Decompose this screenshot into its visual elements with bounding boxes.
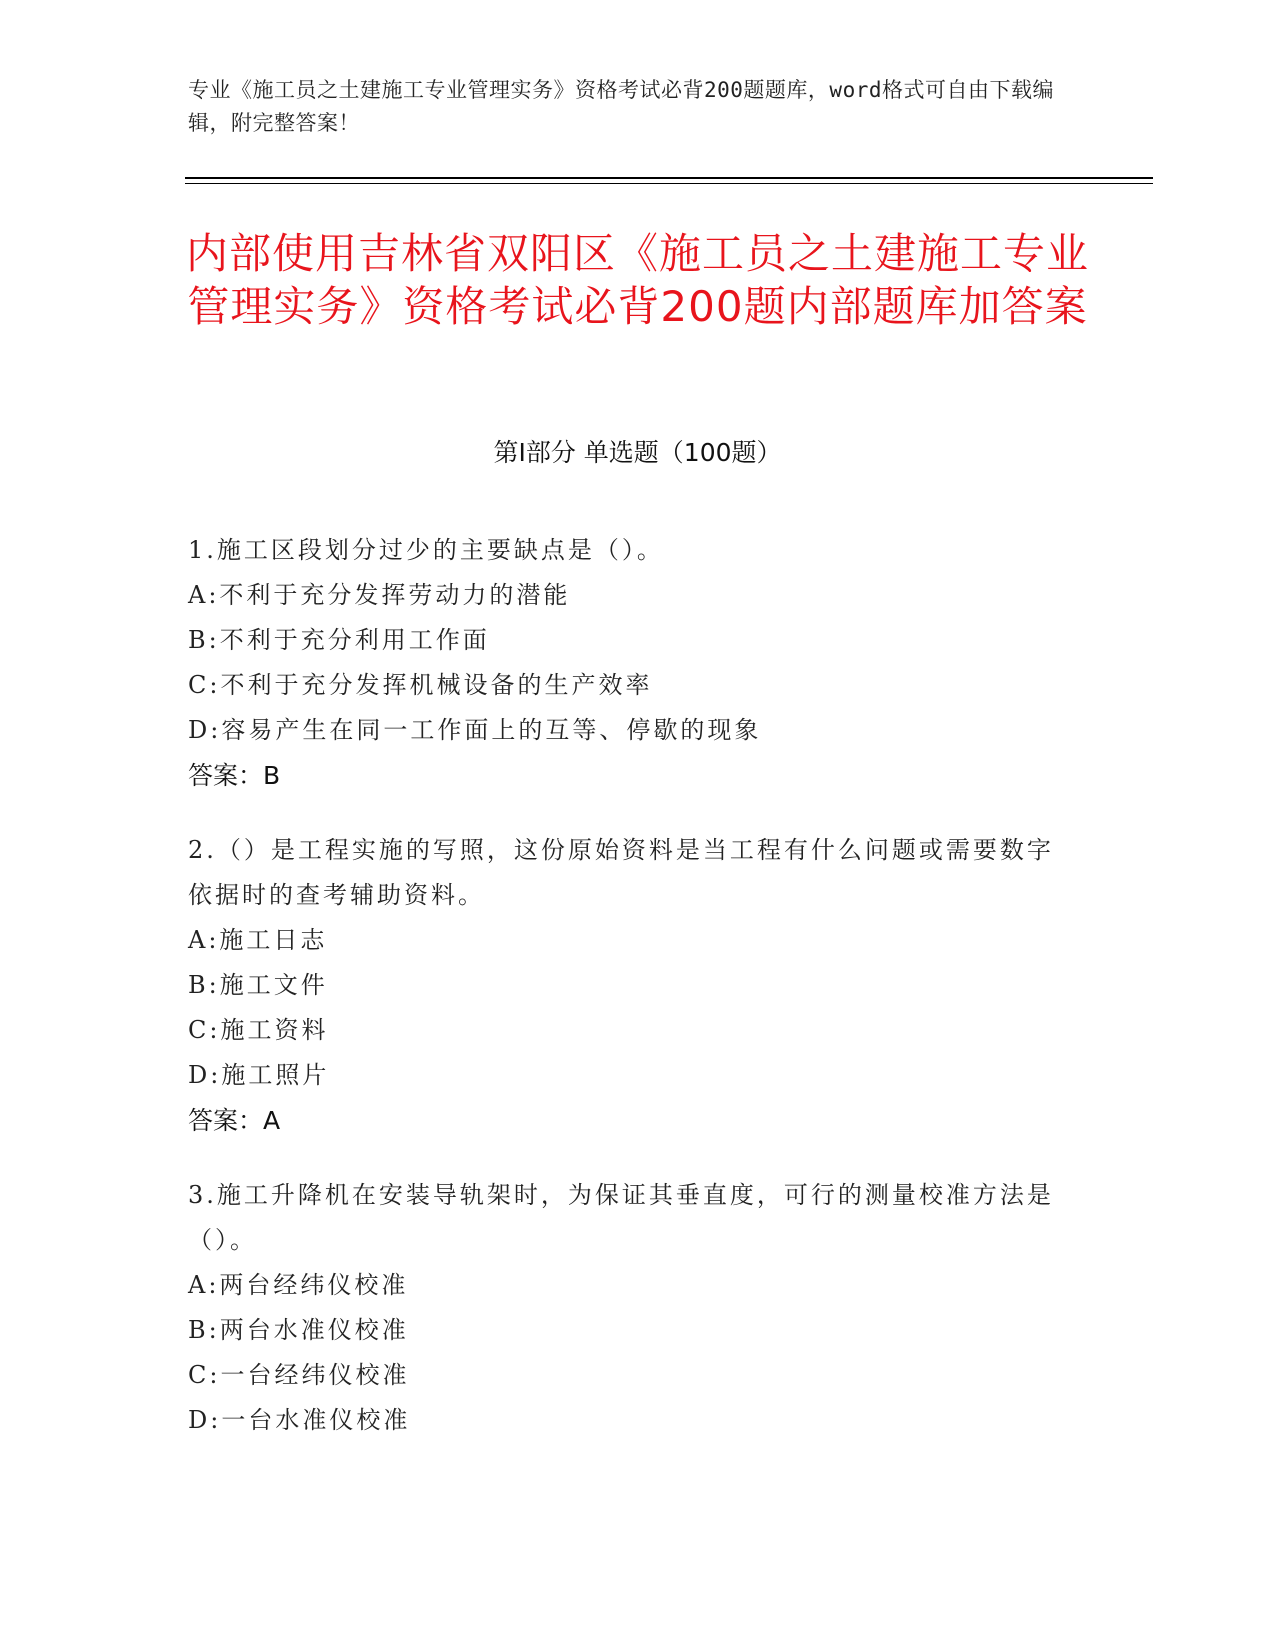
question-stem: 1.施工区段划分过少的主要缺点是（）。 (188, 536, 664, 564)
question-2 (188, 828, 1068, 1143)
option-b: B:两台水准仪校准 (188, 1316, 409, 1344)
question-stem: 2.（）是工程实施的写照，这份原始资料是当工程有什么问题或需要数字依据时的查考辅助资料。 (188, 836, 1054, 909)
question-list (188, 528, 1068, 1473)
option-d: D:容易产生在同一工作面上的互等、停歇的现象 (188, 716, 762, 744)
header-note: 专业《施工员之土建施工专业管理实务》资格考试必背200题题库，word格式可自由下载编辑，附完整答案！ (188, 78, 1054, 135)
option-c: C:不利于充分发挥机械设备的生产效率 (188, 671, 653, 699)
question-stem: 3.施工升降机在安装导轨架时，为保证其垂直度，可行的测量校准方法是（）。 (188, 1181, 1054, 1254)
option-a: A:两台经纬仪校准 (188, 1271, 409, 1299)
question-1 (188, 528, 1068, 798)
question-3 (188, 1173, 1068, 1443)
option-c: C:一台经纬仪校准 (188, 1361, 410, 1389)
option-b: B:施工文件 (188, 971, 328, 999)
answer-line: 答案：A (188, 1106, 281, 1135)
option-c: C:施工资料 (188, 1016, 329, 1044)
option-d: D:施工照片 (188, 1061, 330, 1089)
section-heading: 第Ⅰ部分 单选题（100题） (493, 438, 782, 467)
option-b: B:不利于充分利用工作面 (188, 626, 490, 654)
header-rule-thick (185, 177, 1153, 179)
answer-line: 答案：B (188, 761, 281, 790)
option-a: A:施工日志 (188, 926, 328, 954)
option-a: A:不利于充分发挥劳动力的潜能 (188, 581, 571, 609)
option-d: D:一台水准仪校准 (188, 1406, 411, 1434)
header-rule-thin (185, 183, 1153, 184)
document-title: 内部使用吉林省双阳区《施工员之土建施工专业管理实务》资格考试必背200题内部题库加答案 (185, 229, 1089, 331)
